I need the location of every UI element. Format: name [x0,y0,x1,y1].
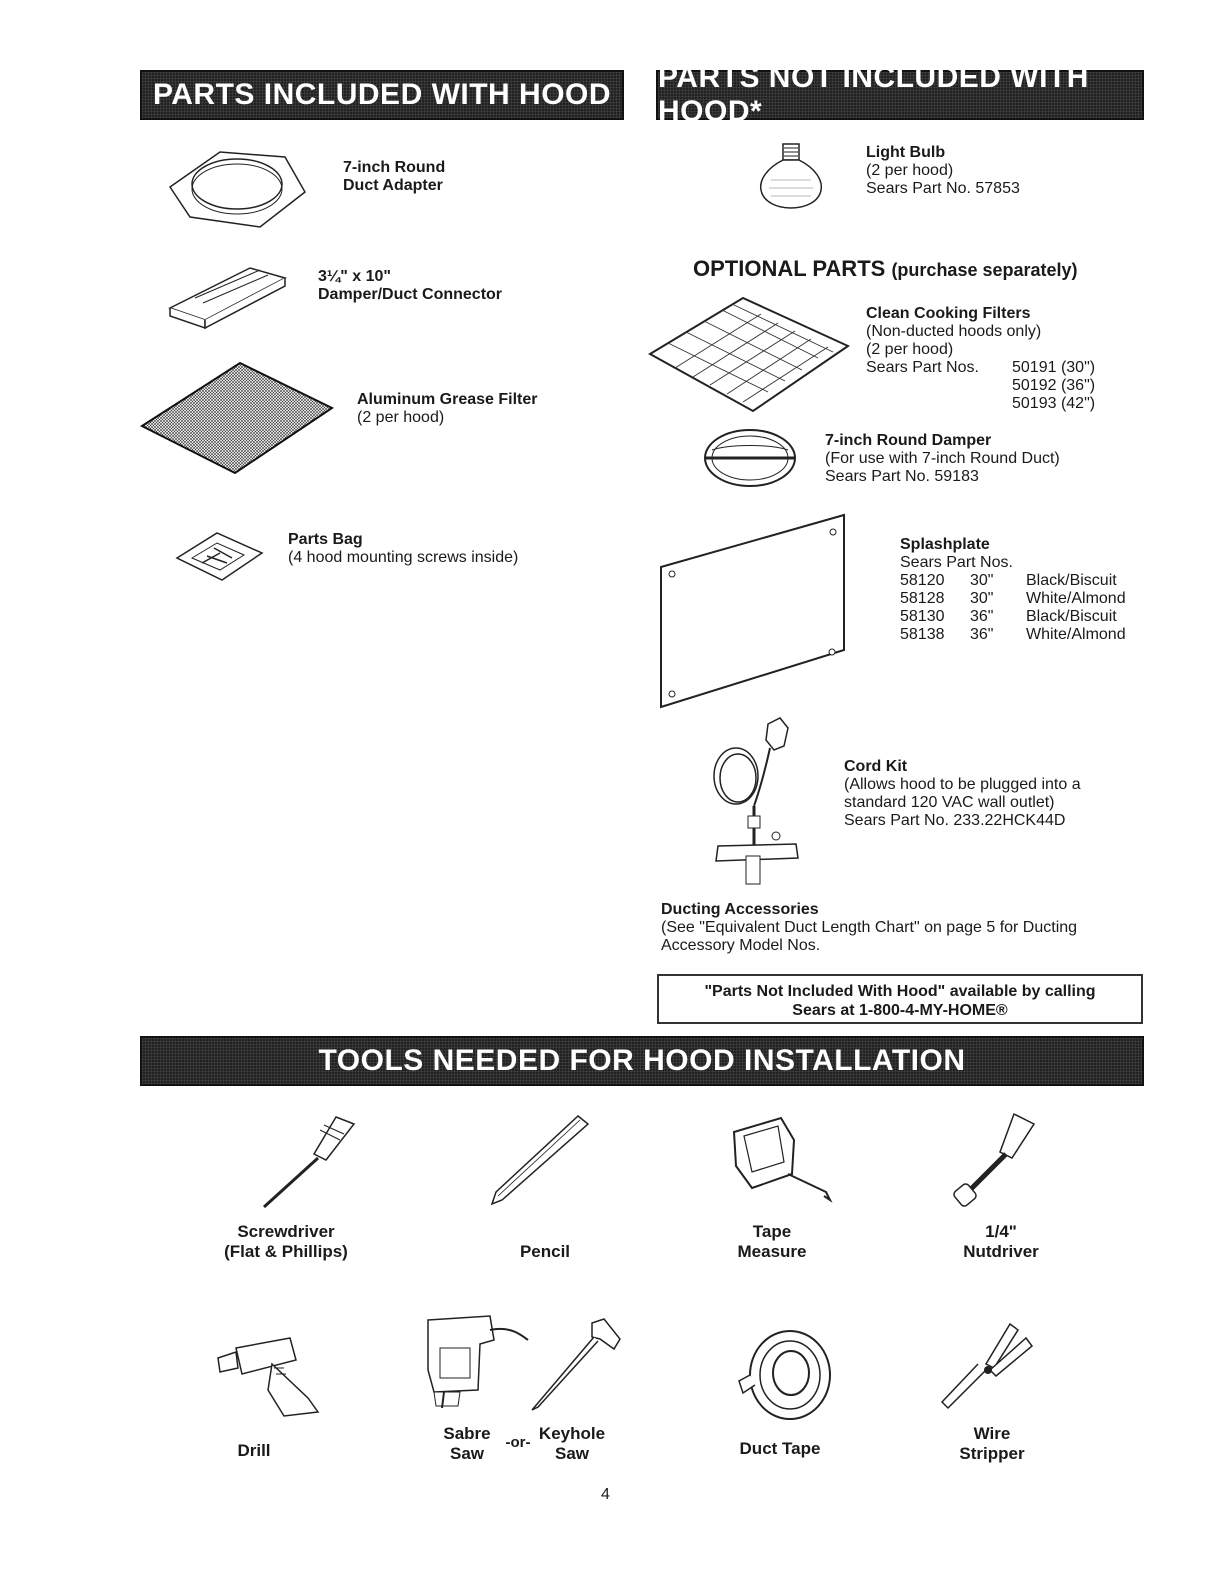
splashplate-label: Splashplate Sears Part Nos. 58120 30" Black/Biscuit 58128 30" White/Almond 58130 36" Black/Biscuit 58138 36" White/Almond [900,536,1126,643]
light-bulb-label: Light Bulb (2 per hood) Sears Part No. 57853 [866,144,1020,197]
screwdriver-label: Screwdriver (Flat & Phillips) [224,1222,348,1261]
round-damper-label: 7-inch Round Damper (For use with 7-inch Round Duct) Sears Part No. 59183 [825,432,1060,485]
wire-stripper-label: Wire Stripper [959,1424,1025,1463]
tools-banner: TOOLS NEEDED FOR HOOD INSTALLATION [140,1036,1144,1086]
splashplate-row: 58120 30" Black/Biscuit [900,572,1117,589]
duct-adapter-icon [165,142,310,232]
round-damper-icon [700,424,800,492]
damper-connector-label: 3¼" x 10" Damper/Duct Connector [318,268,503,303]
screwdriver-icon [256,1112,361,1212]
duct-tape-label: Duct Tape [739,1439,821,1458]
splashplate-row: 58128 30" White/Almond [900,590,1126,607]
parts-bag-icon [172,528,267,583]
drill-label: Drill [237,1441,271,1460]
pencil-icon [488,1112,593,1207]
nutdriver-label: 1/4" Nutdriver [963,1222,1039,1261]
cord-kit-label: Cord Kit (Allows hood to be plugged into a standard 120 VAC wall outlet) Sears Part No. 233.22HCK44D [844,758,1081,829]
cooking-filter-icon [648,296,853,414]
ducting-accessories: Ducting Accessories (See "Equivalent Duct Length Chart" on page 5 for Ducting Accessory Model Nos. [661,901,1078,954]
keyhole-saw-label: Keyhole Saw [538,1424,606,1463]
keyhole-saw-icon [522,1315,627,1415]
duct-adapter-label: 7-inch Round Duct Adapter [343,159,446,194]
splashplate-row: 58130 36" Black/Biscuit [900,608,1117,625]
damper-connector-icon [165,258,290,333]
grease-filter-icon [140,358,335,476]
sabre-saw-label: Sabre Saw [443,1424,491,1463]
grease-filter-label: Aluminum Grease Filter (2 per hood) [357,391,538,426]
page-number: 4 [601,1486,610,1503]
splashplate-icon [656,512,851,712]
wire-stripper-icon [938,1318,1038,1418]
cord-kit-icon [706,716,806,886]
ordering-callout: "Parts Not Included With Hood" available by calling Sears at 1-800-4-MY-HOME® [657,974,1143,1024]
parts-included-banner: PARTS INCLUDED WITH HOOD [140,70,624,120]
tape-measure-icon [726,1112,836,1204]
splashplate-row: 58138 36" White/Almond [900,626,1126,643]
parts-bag-label: Parts Bag (4 hood mounting screws inside) [288,531,519,566]
parts-not-included-banner: PARTS NOT INCLUDED WITH HOOD* [656,70,1144,120]
sabre-saw-icon [420,1310,530,1410]
cooking-filter-label: Clean Cooking Filters (Non-ducted hoods only) (2 per hood) Sears Part Nos. 50191 (30") 50192 (36") 50193 (42") [866,305,1096,412]
or-label: -or- [505,1434,531,1451]
duct-tape-icon [735,1325,835,1425]
pencil-label: Pencil [519,1242,571,1261]
tape-measure-label: Tape Measure [737,1222,807,1261]
optional-parts-title: OPTIONAL PARTS (purchase separately) [693,256,1078,281]
nutdriver-icon [952,1110,1042,1210]
drill-icon [212,1330,327,1420]
light-bulb-icon [757,140,825,210]
